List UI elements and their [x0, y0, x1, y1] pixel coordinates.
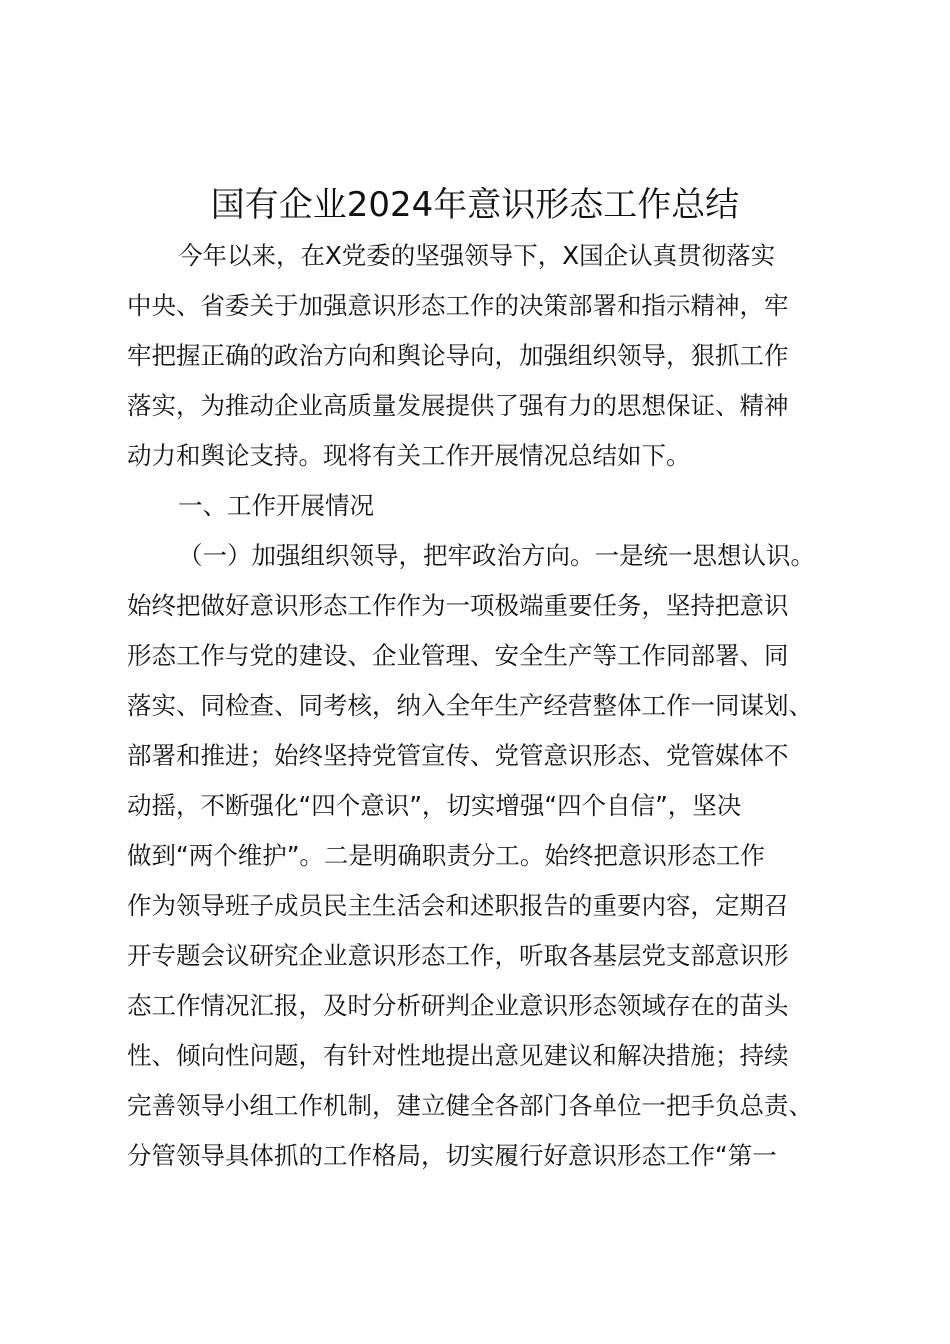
paragraph-line: 落实，为推动企业高质量发展提供了强有力的思想保证、精神 — [127, 391, 789, 420]
paragraph-line: 做到“两个维护”。二是明确职责分工。始终把意识形态工作 — [127, 841, 765, 870]
paragraph-line: 今年以来，在X党委的坚强领导下，X国企认真贯彻落实 — [178, 241, 776, 270]
document-title: 国有企业2024年意识形态工作总结 — [210, 185, 740, 225]
paragraph-line: 中央、省委关于加强意识形态工作的决策部署和指示精神，牢 — [127, 291, 789, 320]
paragraph-line: 部署和推进；始终坚持党管宣传、党管意识形态、党管媒体不 — [127, 741, 789, 770]
paragraph-line: 牢把握正确的政治方向和舆论导向，加强组织领导，狠抓工作 — [127, 341, 789, 370]
paragraph-line: 作为领导班子成员民主生活会和述职报告的重要内容，定期召 — [127, 891, 789, 920]
paragraph-line: 落实、同检查、同考核，纳入全年生产经营整体工作一同谋划、 — [127, 691, 813, 720]
paragraph-line: 始终把做好意识形态工作作为一项极端重要任务，坚持把意识 — [127, 591, 789, 620]
paragraph-line: 完善领导小组工作机制，建立健全各部门各单位一把手负总责、 — [127, 1091, 813, 1120]
paragraph-line: 分管领导具体抓的工作格局，切实履行好意识形态工作“第一 — [127, 1141, 777, 1170]
paragraph-line: 动力和舆论支持。现将有关工作开展情况总结如下。 — [127, 441, 691, 470]
paragraph-line: 形态工作与党的建设、企业管理、安全生产等工作同部署、同 — [127, 641, 789, 670]
paragraph-line: 性、倾向性问题，有针对性地提出意见建议和解决措施；持续 — [127, 1041, 789, 1070]
paragraph-line: 态工作情况汇报，及时分析研判企业意识形态领域存在的苗头 — [127, 991, 789, 1020]
section-heading: 一、工作开展情况 — [178, 491, 374, 520]
paragraph-line: 开专题会议研究企业意识形态工作，听取各基层党支部意识形 — [127, 941, 789, 970]
paragraph-line: 动摇，不断强化“四个意识”，切实增强“四个自信”，坚决 — [127, 791, 742, 820]
subsection-heading-line: （一）加强组织领导，把牢政治方向。一是统一思想认识。 — [178, 541, 815, 570]
